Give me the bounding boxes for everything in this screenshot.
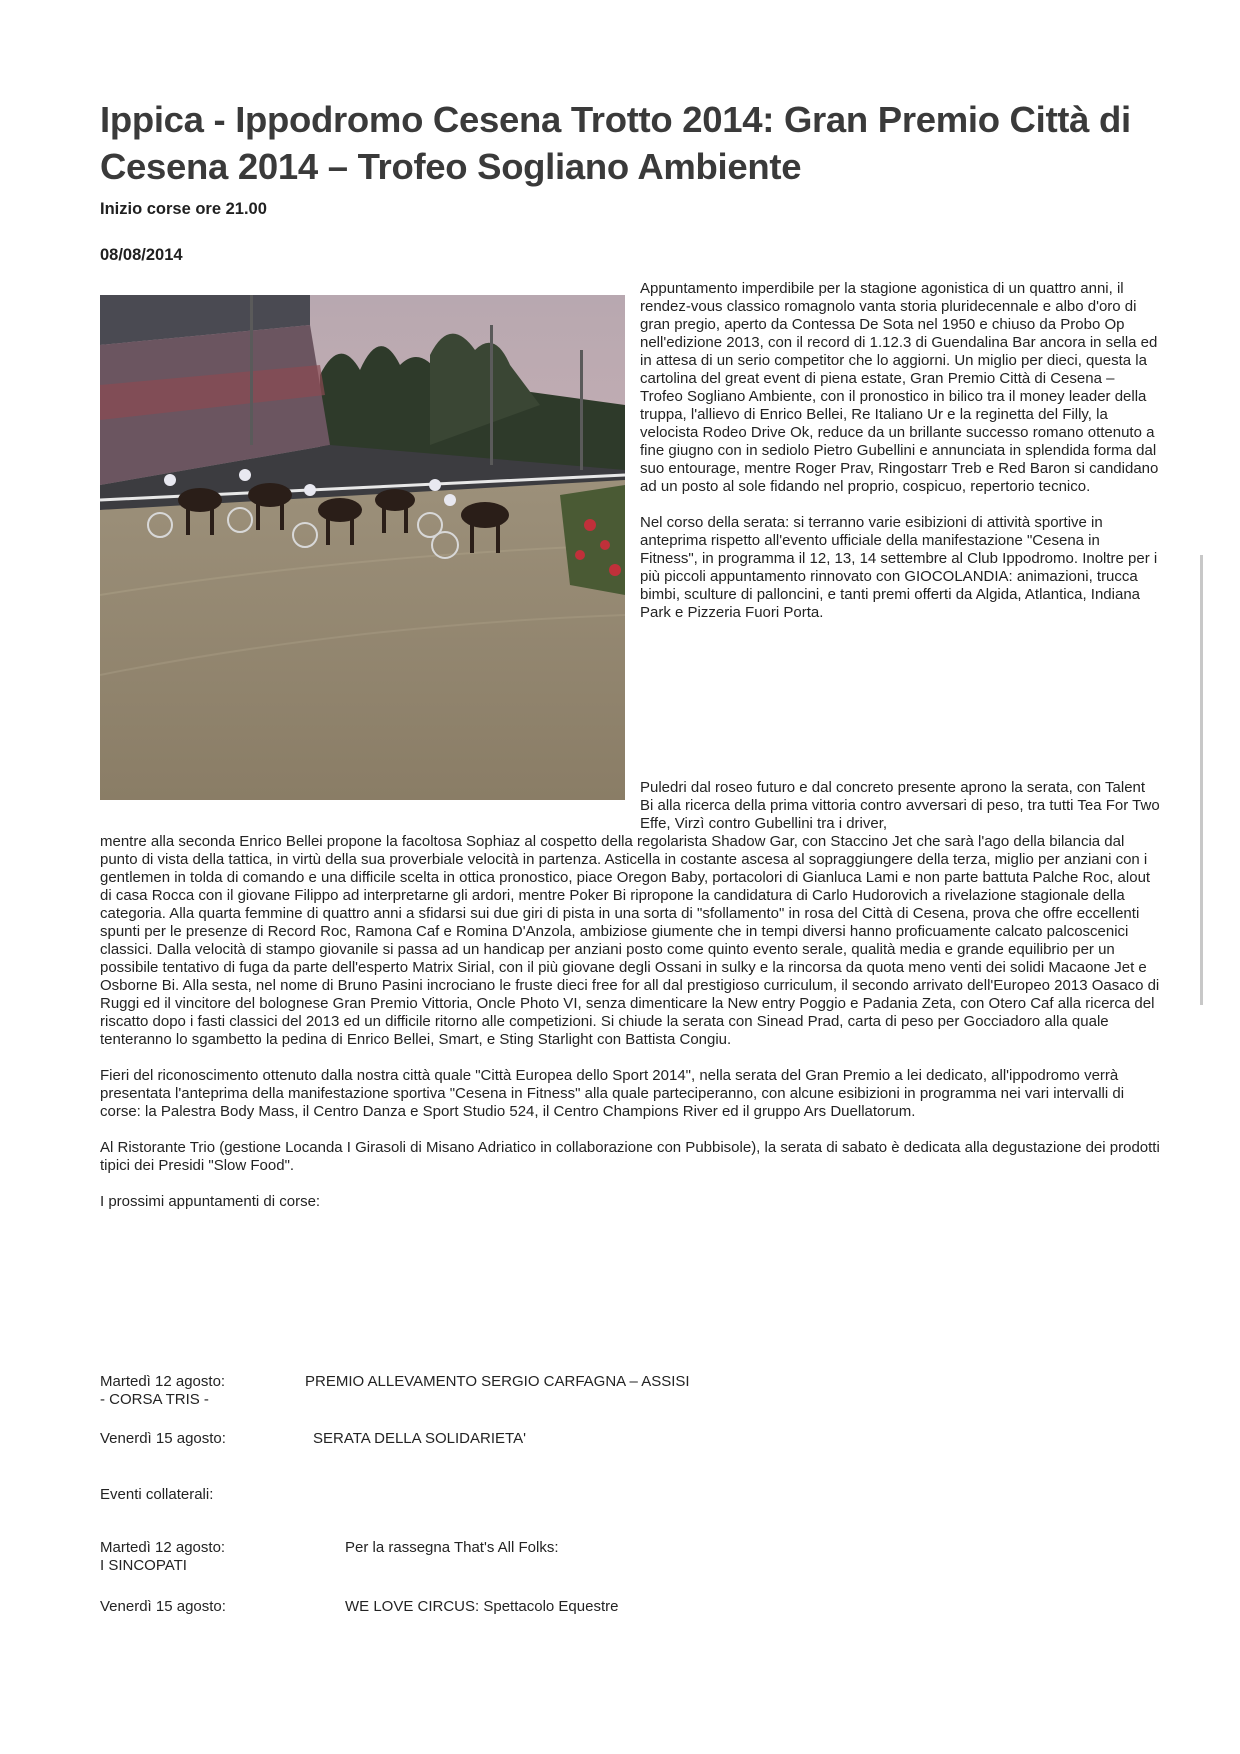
schedule-event: SERATA DELLA SOLIDARIETA' xyxy=(313,1430,526,1447)
harness-race-photo xyxy=(100,295,625,800)
schedule-note: - CORSA TRIS - xyxy=(100,1391,209,1408)
full-width-text xyxy=(100,833,1160,1229)
scroll-edge-marker xyxy=(1200,555,1203,1005)
schedule-date: Martedì 12 agosto: xyxy=(100,1373,226,1390)
collateral-date: Venerdì 15 agosto: xyxy=(100,1598,226,1615)
article-date: 08/08/2014 xyxy=(100,246,183,264)
paragraph: Al Ristorante Trio (gestione Locanda I Girasoli di Misano Adriatico in collaborazione con Pubbisole), la serata di sabato è dedicata alla degustazione dei prodotti tipici dei Presidi "Slow Food". xyxy=(100,1139,1160,1174)
schedule-date: Venerdì 15 agosto: xyxy=(100,1430,226,1447)
right-column-text xyxy=(640,280,1160,640)
collateral-event: Per la rassegna That's All Folks: xyxy=(345,1539,559,1556)
race-start-time: Inizio corse ore 21.00 xyxy=(100,200,267,218)
paragraph-start: Puledri dal roseo futuro e dal concreto presente aprono la serata, con Talent Bi alla ricerca della prima vittoria contro avversari di peso, tra tutti Tea For Two Effe, Virzì contro Gubellini tra i driver, xyxy=(640,779,1160,832)
paragraph: Appuntamento imperdibile per la stagione agonistica di un quattro anni, il rendez-vous classico romagnolo vanta storia pluridecennale e albo d'oro di gran pregio, aperto da Contessa De Sota nel 1950 e chiuso da Probo Op nell'edizione 2013, con il record di 1.12.3 di Guendalina Bar ancora in sella ed in attesa di un serio competitor che lo aggiorni. Un miglio per dieci, questa la cartolina del great event di piena estate, Gran Premio Città di Cesena – Trofeo Sogliano Ambiente, con il pronostico in bilico tra il money leader della truppa, l'allievo di Enrico Bellei, Re Italiano Ur e la reginetta del Filly, la velocista Rodeo Drive Ok, reduce da un brillante successo romano ottenuto a fine giugno con in sediolo Pietro Gubellini e annunciata in splendida forma dal suo entourage, mentre Roger Prav, Ringostarr Treb e Red Baron si candidano ad un posto al sole fidando nel proprio, cospicuo, repertorio tecnico. xyxy=(640,280,1159,495)
collateral-note: I SINCOPATI xyxy=(100,1557,187,1574)
paragraph: I prossimi appuntamenti di corse: xyxy=(100,1193,321,1210)
schedule-event: PREMIO ALLEVAMENTO SERGIO CARFAGNA – ASSISI xyxy=(305,1373,690,1390)
paragraph: Nel corso della serata: si terranno varie esibizioni di attività sportive in anteprima rispetto all'evento ufficiale della manifestazione "Cesena in Fitness", in programma il 12, 13, 14 settembre al Club Ippodromo. Inoltre per i più piccoli appuntamento rinnovato con GIOCOLANDIA: animazioni, trucca bimbi, sculture di palloncini, e tanti premi offerti da Algida, Atlantica, Indiana Park e Pizzeria Fuori Porta. xyxy=(640,514,1158,621)
paragraph: Fieri del riconoscimento ottenuto dalla nostra città quale "Città Europea dello Sport 2014", nella serata del Gran Premio a lei dedicato, all'ippodromo verrà presentata l'anteprima della manifestazione sportiva "Cesena in Fitness" alla quale parteciperanno, con alcune esibizioni in programma nei vari intervalli di corse: la Palestra Body Mass, il Centro Danza e Sport Studio 524, il Centro Champions River ed il gruppo Ars Duellatorum. xyxy=(100,1067,1125,1120)
collateral-date: Martedì 12 agosto: xyxy=(100,1539,226,1556)
article-title: Ippica - Ippodromo Cesena Trotto 2014: Gran Premio Città di Cesena 2014 – Trofeo Sogliano Ambiente xyxy=(100,99,1131,187)
collateral-heading: Eventi collaterali: xyxy=(100,1486,214,1503)
collateral-event: WE LOVE CIRCUS: Spettacolo Equestre xyxy=(345,1598,619,1615)
paragraph: mentre alla seconda Enrico Bellei propone la facoltosa Sophiaz al cospetto della regolarista Shadow Gar, con Staccino Jet che sarà l'ago della bilancia dal punto di vista della tattica, in virtù della sua proverbiale velocità in partenza. Asticella in costante ascesa al sopraggiungere della terza, miglio per anziani con i gentlemen in tolda di comando e una difficile scelta in ottica pronostico, piace Oregon Baby, portacolori di Gianluca Lami e non parte battuta Palche Roc, alout di casa Rocca con il giovane Filippo ad interpretarne gli ardori, mentre Poker Bi ripropone la candidatura di Carlo Hudorovich a rivelazione stagionale della categoria. Alla quarta femmine di quattro anni a sfidarsi sui due giri di pista in una sorta di "sfollamento" in rosa del Città di Cesena, prova che offre eccellenti spunti per le presenze di Record Roc, Ramona Caf e Romina D'Anzola, ambiziose giumente che in tempi diversi hanno proficuamente calcato palcoscenici classici. Dalla velocità di stampo giovanile si passa ad un handicap per anziani posto come quinto evento serale, qualità media e grande equilibrio per un possibile tentativo di fuga da parte dell'esperto Matrix Sirial, con il più giovane degli Ossani in sulky e la rincorsa da quota meno venti dei solidi Macaone Jet e Osborne Bi. Alla sesta, nel nome di Bruno Pasini incrociano le fruste dieci free for all dal prestigioso curriculum, il secondo arrivato dell'Europeo 2013 Oasaco di Ruggi ed il vincitore del bolognese Gran Premio Vittoria, Oncle Photo VI, senza dimenticare la New entry Poggio e Padania Zeta, con Otero Caf alla ricerca del riscatto dopo i fasti classici del 2013 ed un difficile ritorno alle competizioni. Si chiude la serata con Sinead Prad, carta di peso per Gocciadoro alla quale tenteranno lo sgambetto la pedina di Enrico Bellei, Smart, e Sting Starlight con Battista Congiu. xyxy=(100,833,1160,1048)
